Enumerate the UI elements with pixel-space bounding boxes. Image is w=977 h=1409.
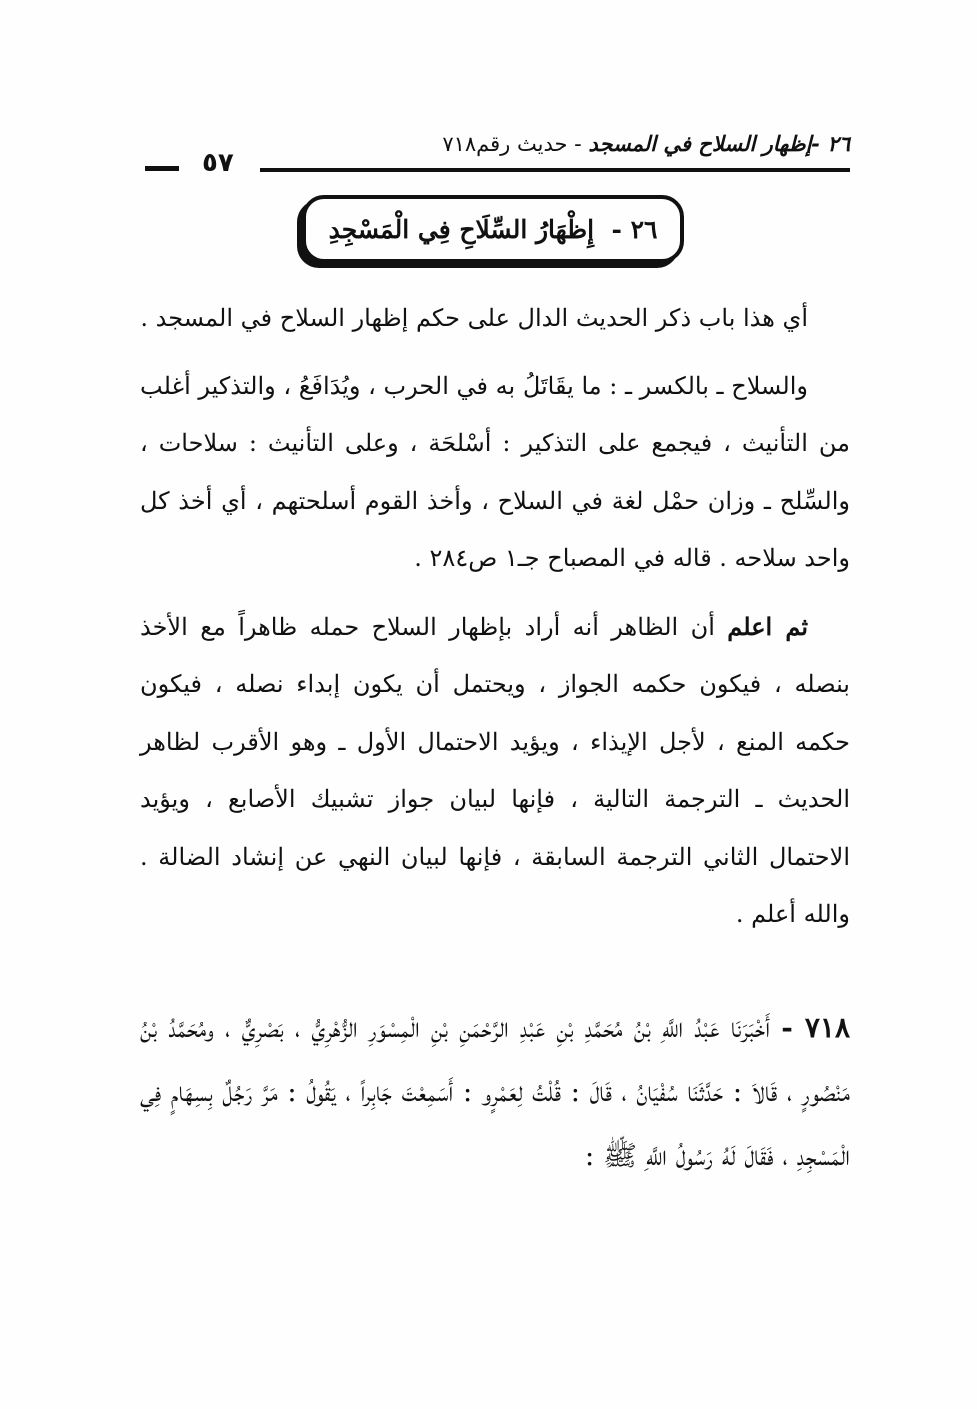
header-chapter: ٢٦ -إظهار السلاح في المسجد bbox=[588, 132, 850, 156]
chapter-title-box bbox=[302, 195, 684, 263]
header-hadith-ref: حديث رقم٧١٨ bbox=[442, 132, 568, 156]
header-text bbox=[442, 132, 850, 156]
paragraph-3-lead: ثم اعلم bbox=[727, 611, 808, 641]
header-separator: - bbox=[567, 132, 589, 156]
paragraph-3 bbox=[140, 598, 850, 944]
running-header bbox=[145, 128, 850, 178]
header-rule bbox=[260, 168, 850, 172]
header-dash bbox=[145, 166, 179, 171]
hadith-text bbox=[140, 996, 850, 1188]
page-number: ٥٧ bbox=[202, 148, 234, 178]
hadith-number: ٧١٨ - bbox=[781, 1011, 850, 1044]
chapter-number: ٢٦ - bbox=[611, 214, 658, 244]
chapter-title: إِظْهَارُ السِّلَاحِ فِي الْمَسْجِدِ bbox=[328, 214, 595, 244]
paragraph-1: أي هذا باب ذكر الحديث الدال على حكم إظهار السلاح في المسجد . bbox=[140, 304, 808, 332]
hadith-body: أَخْبَرَنَا عَبْدُ اللَّهِ بْنُ مُحَمَّدِ بْنِ عَبْدِ الرَّحْمَنِ بْنِ الْمِسْوَرِ الزُّهْرِيُّ ، بَصْرِيٌّ ، ومُحَمَّدُ بْنُ مَنْصُورٍ ، قَالاَ : حَدَّثَنَا سُفْيَانُ ، قَالَ : قُلْتُ لِعَمْرٍو : أَسَمِعْتَ جَابِراً ، يَقُولُ : مَرَّ رَجُلٌ بِسِهَامٍ فِي الْمَسْجِدِ ، فَقَالَ لَهُ رَسُولُ اللَّهِ ﷺ : bbox=[140, 1011, 850, 1172]
paragraph-3-text: أن الظاهر أنه أراد بإظهار السلاح حمله ظاهراً مع الأخذ بنصله ، فيكون حكمه الجواز ، ويحتمل أن يكون إبداء نصله ، فيكون حكمه المنع ، لأجل الإيذاء ، ويؤيد الاحتمال الأول ـ وهو الأقرب لظاهر الحديث ـ الترجمة التالية ، فإنها لبيان جواز تشبيك الأصابع ، ويؤيد الاحتمال الثاني الترجمة السابقة ، فإنها لبيان النهي عن إنشاد الضالة . والله أعلم . bbox=[140, 612, 850, 928]
commentary bbox=[140, 290, 850, 954]
paragraph-2: والسلاح ـ بالكسر ـ : ما يقَاتَلُ به في الحرب ، ويُدَافَعُ ، والتذكير أغلب من التأنيث ، فيجمع على التذكير : أسْلحَة ، وعلى التأنيث : سلاحات ، والسِّلح ـ وزان حمْل لغة في السلاح ، وأخذ القوم أسلحتهم ، أي أخذ كل واحد سلاحه . قاله في المصباح جـ١ ص٢٨٤ . bbox=[140, 371, 850, 572]
